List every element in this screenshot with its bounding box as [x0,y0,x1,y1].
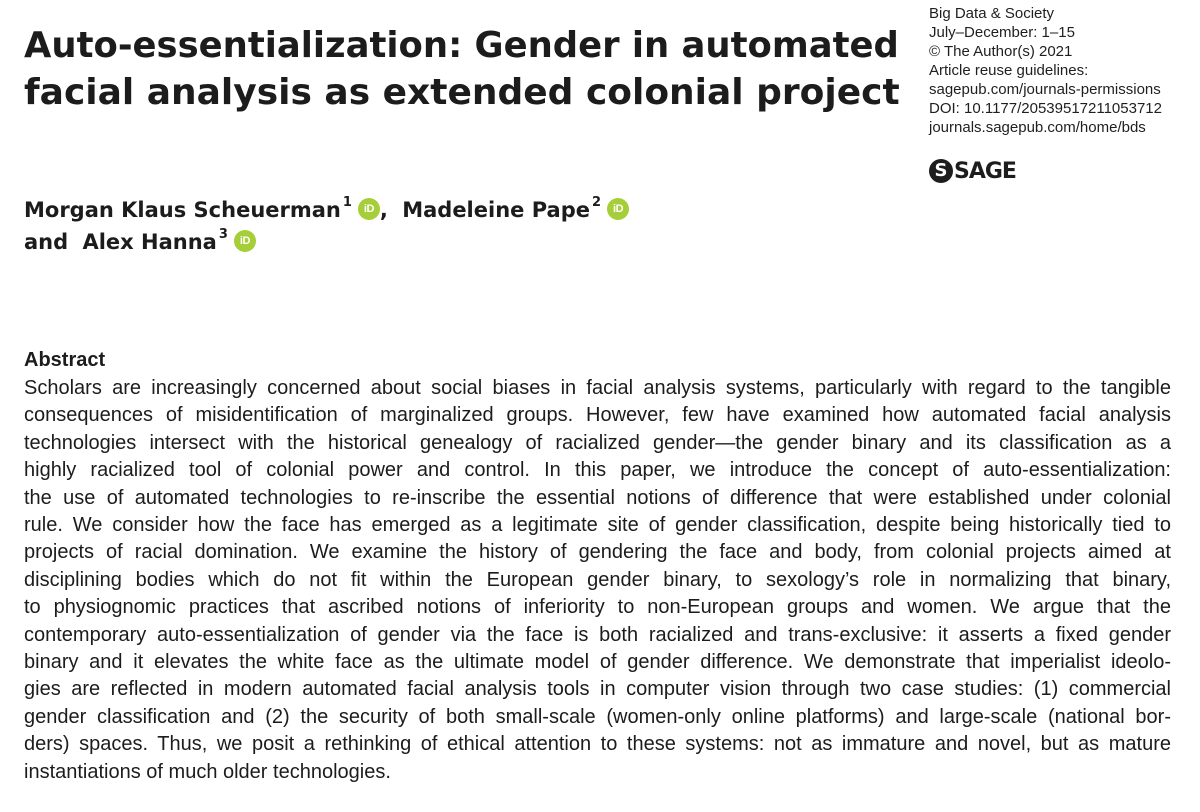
journal-name: Big Data & Society [929,5,1055,22]
journal-homepage-link[interactable]: journals.sagepub.com/home/bds [929,119,1146,136]
abstract-line: the use of automated technologies to re-inscribe the essential notions of difference that were established under colonial [24,486,1171,509]
sage-mark-icon: S [929,159,953,183]
orcid-icon[interactable]: iD [234,230,256,252]
affiliation-marker: 3 [218,227,228,242]
orcid-icon[interactable]: iD [607,198,629,220]
abstract-line: gender classification and (2) the security of both small-scale (women-only online platforms) and large-scale (national bor- [24,705,1171,728]
abstract-line: projects of racial domination. We examine the history of gendering the face and body, from colonial projects aimed at [24,541,1171,564]
copyright: © The Author(s) 2021 [929,43,1073,60]
abstract-line: technologies intersect with the historical genealogy of racialized gender—the gender binary and its classification as a [24,431,1171,454]
abstract-line: instantiations of much older technologies. [24,760,391,783]
abstract-line: highly racialized tool of colonial power and control. In this paper, we introduce the concept of auto-essentialization: [24,459,1171,482]
abstract-body [24,375,1171,786]
abstract-line: consequences of misidentification of marginalized groups. However, few have examined how automated facial analysis [24,404,1171,427]
author-separator: , [379,198,388,222]
abstract-line: ders) spaces. Thus, we posit a rethinking of ethical attention to these systems: not as immature and novel, but as mature [24,733,1171,756]
author [82,226,227,258]
abstract-line: binary and it elevates the white face as the ultimate model of gender difference. We demonstrate that imperialist ideolo- [24,651,1171,674]
author-line [24,194,904,226]
author-name: Madeleine Pape [402,198,590,222]
abstract-line: contemporary auto-essentialization of gender via the face is both racialized and trans-exclusive: it asserts a fixed gender [24,623,1171,646]
orcid-icon[interactable]: iD [358,198,380,220]
abstract-line: gies are reflected in modern automated facial analysis tools in computer vision through two case studies: (1) commercial [24,678,1171,701]
author-separator: and [24,230,69,254]
author-list [24,194,904,258]
abstract-line: rule. We consider how the face has emerged as a legitimate site of gender classification, despite being historically tied to [24,514,1171,537]
abstract-line: Scholars are increasingly concerned about social biases in facial analysis systems, particularly with regard to the tangible [24,377,1171,399]
author [24,194,352,226]
abstract-line: to physiognomic practices that ascribed notions of inferiority to non-European groups and women. We argue that the [24,596,1171,619]
article-title [24,22,904,116]
affiliation-marker: 1 [342,195,352,210]
reuse-label: Article reuse guidelines: [929,62,1089,79]
author-name: Morgan Klaus Scheuerman [24,198,341,222]
title-line: facial analysis as extended colonial project [24,72,900,113]
author [402,194,601,226]
journal-issue: July–December: 1–15 [929,24,1075,41]
doi[interactable]: DOI: 10.1177/20539517211053712 [929,100,1162,117]
abstract-heading: Abstract [24,349,106,371]
sage-logo [929,158,1016,184]
author-name: Alex Hanna [82,230,217,254]
abstract-line: disciplining bodies which do not fit within the European gender binary, to sexology’s role in normalizing that binary, [24,568,1171,591]
journal-info [929,4,1191,137]
title-line: Auto-essentialization: Gender in automated [24,25,899,66]
reuse-link[interactable]: sagepub.com/journals-permissions [929,81,1161,98]
affiliation-marker: 2 [591,195,602,210]
author-line [24,226,904,258]
publisher-name: SAGE [954,158,1016,184]
